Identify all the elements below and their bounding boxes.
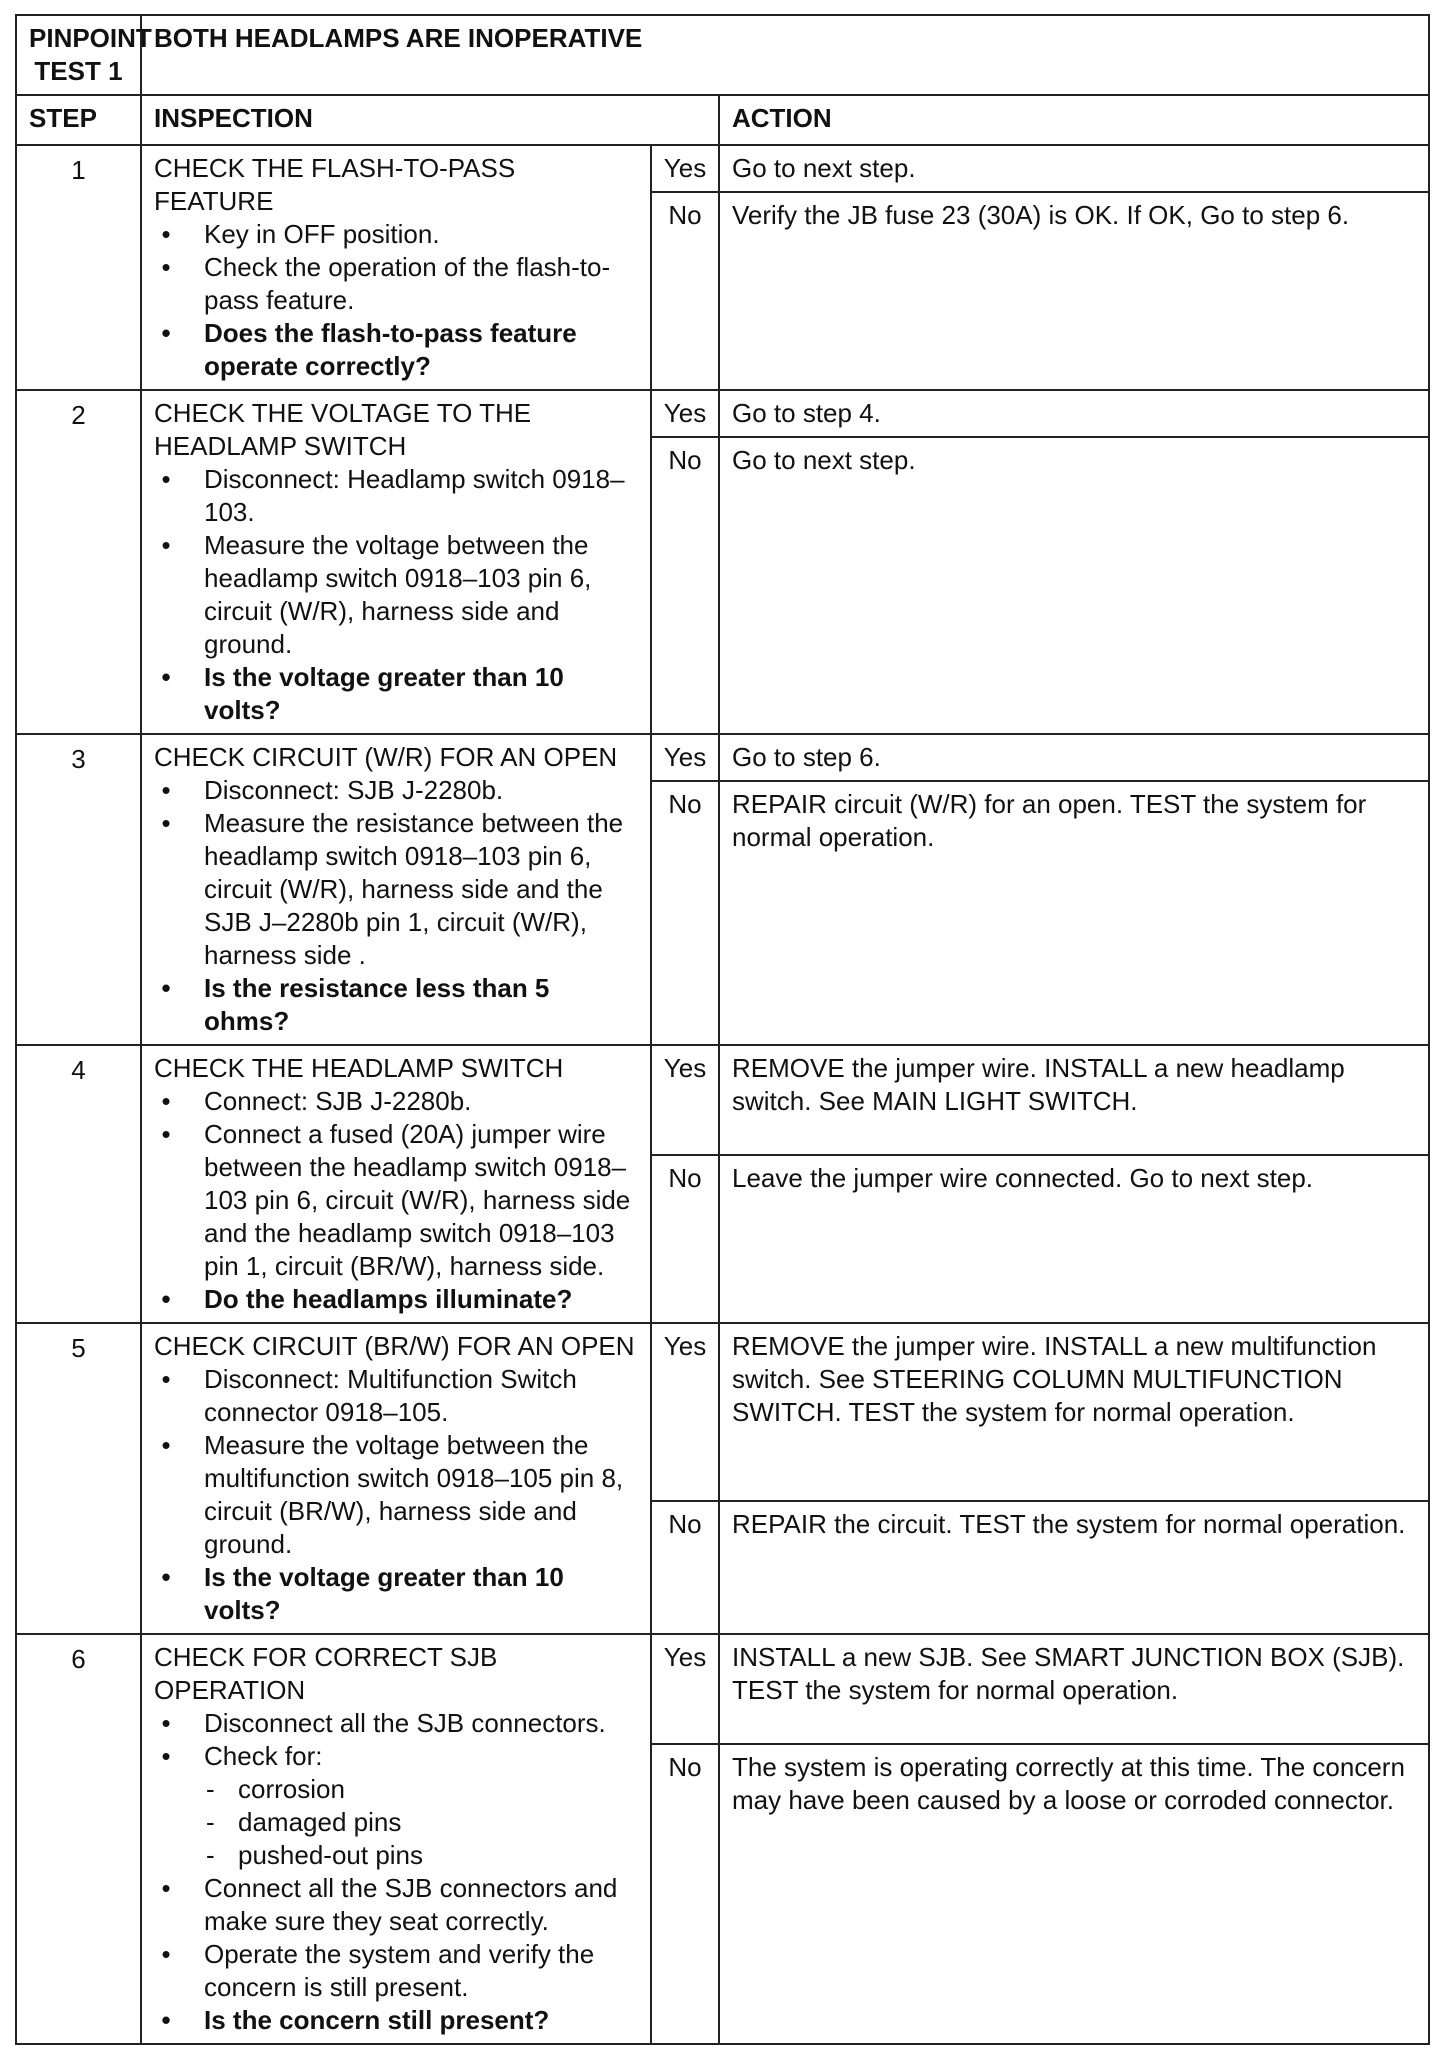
- inspection-title: CHECK FOR CORRECT SJB OPERATION: [154, 1642, 498, 1705]
- check-item: - damaged pins: [238, 1806, 638, 1839]
- inspection-bullet: • Measure the resistance between the headlamp switch 0918–103 pin 6, circuit (W/R), harness side and the SJB J–2280b pin 1, circuit (W/R), harness side .: [190, 807, 638, 972]
- no-action: Leave the jumper wire connected. Go to next step.: [719, 1155, 1429, 1323]
- no-label: No: [651, 192, 719, 390]
- inspection-question: • Is the voltage greater than 10 volts?: [190, 661, 638, 727]
- yes-action: REMOVE the jumper wire. INSTALL a new multifunction switch. See STEERING COLUMN MULTIFUNCTION SWITCH. TEST the system for normal operation.: [719, 1323, 1429, 1501]
- no-action: Verify the JB fuse 23 (30A) is OK. If OK, Go to step 6.: [719, 192, 1429, 390]
- yes-label: Yes: [651, 145, 719, 192]
- no-label: No: [651, 437, 719, 734]
- inspection-question: • Does the flash-to-pass feature operate correctly?: [190, 317, 638, 383]
- step-row: [16, 1323, 1429, 1501]
- pinpoint-test-sheet: [15, 14, 1430, 2035]
- step-number: 1: [16, 145, 141, 390]
- no-label: No: [651, 1155, 719, 1323]
- yes-action: REMOVE the jumper wire. INSTALL a new headlamp switch. See MAIN LIGHT SWITCH.: [719, 1045, 1429, 1155]
- inspection-bullet: • Operate the system and verify the concern is still present.: [190, 1938, 638, 2004]
- inspection-bullet: • Connect all the SJB connectors and make sure they seat correctly.: [190, 1872, 638, 1938]
- yes-action: Go to step 6.: [719, 734, 1429, 781]
- no-label: No: [651, 1501, 719, 1634]
- step-number: 4: [16, 1045, 141, 1323]
- header-inspection: INSPECTION: [141, 95, 719, 145]
- inspection-question: • Is the voltage greater than 10 volts?: [190, 1561, 638, 1627]
- header-row: [16, 95, 1429, 145]
- inspection-question: • Is the concern still present?: [190, 2004, 638, 2037]
- no-action: The system is operating correctly at this time. The concern may have been caused by a loose or corroded connector.: [719, 1744, 1429, 2044]
- no-label: No: [651, 1744, 719, 2044]
- inspection-bullet: • Disconnect: Headlamp switch 0918–103.: [190, 463, 638, 529]
- inspection-bullet-check: [190, 1740, 638, 1872]
- yes-label: Yes: [651, 390, 719, 437]
- yes-action: INSTALL a new SJB. See SMART JUNCTION BOX (SJB). TEST the system for normal operation.: [719, 1634, 1429, 1744]
- inspection-bullet: • Measure the voltage between the multifunction switch 0918–105 pin 8, circuit (BR/W), harness side and ground.: [190, 1429, 638, 1561]
- step-number: 6: [16, 1634, 141, 2044]
- test-title: BOTH HEADLAMPS ARE INOPERATIVE: [141, 15, 1429, 95]
- no-action: Go to next step.: [719, 437, 1429, 734]
- step-row: [16, 734, 1429, 781]
- step-number: 3: [16, 734, 141, 1045]
- step-row: [16, 1045, 1429, 1155]
- check-list: [204, 1773, 638, 1872]
- yes-label: Yes: [651, 734, 719, 781]
- inspection-bullet: • Connect a fused (20A) jumper wire between the headlamp switch 0918–103 pin 6, circuit (W/R), harness side and the headlamp switch 0918–103 pin 1, circuit (BR/W), harness side.: [190, 1118, 638, 1283]
- inspection-title: CHECK CIRCUIT (BR/W) FOR AN OPEN: [154, 1331, 635, 1361]
- inspection-cell: [141, 1045, 651, 1323]
- inspection-cell: [141, 390, 651, 734]
- step-row: [16, 390, 1429, 437]
- inspection-title: CHECK THE VOLTAGE TO THE HEADLAMP SWITCH: [154, 398, 532, 461]
- header-step: STEP: [16, 95, 141, 145]
- no-action: REPAIR the circuit. TEST the system for normal operation.: [719, 1501, 1429, 1634]
- check-item: - corrosion: [238, 1773, 638, 1806]
- step-row: [16, 1634, 1429, 1744]
- inspection-cell: [141, 734, 651, 1045]
- inspection-title: CHECK THE HEADLAMP SWITCH: [154, 1053, 564, 1083]
- inspection-question: • Do the headlamps illuminate?: [190, 1283, 638, 1316]
- inspection-bullet: • Check the operation of the flash-to-pass feature.: [190, 251, 638, 317]
- inspection-title: CHECK THE FLASH-TO-PASS FEATURE: [154, 153, 516, 216]
- no-label: No: [651, 781, 719, 1045]
- yes-action: Go to next step.: [719, 145, 1429, 192]
- yes-action: Go to step 4.: [719, 390, 1429, 437]
- inspection-title: CHECK CIRCUIT (W/R) FOR AN OPEN: [154, 742, 618, 772]
- yes-label: Yes: [651, 1045, 719, 1155]
- inspection-question: • Is the resistance less than 5 ohms?: [190, 972, 638, 1038]
- inspection-bullet: • Measure the voltage between the headlamp switch 0918–103 pin 6, circuit (W/R), harness side and ground.: [190, 529, 638, 661]
- inspection-cell: [141, 145, 651, 390]
- title-row: [16, 15, 1429, 95]
- no-action: REPAIR circuit (W/R) for an open. TEST the system for normal operation.: [719, 781, 1429, 1045]
- inspection-bullet: • Disconnect all the SJB connectors.: [190, 1707, 638, 1740]
- inspection-cell: [141, 1634, 651, 2044]
- inspection-bullet: • Disconnect: Multifunction Switch connector 0918–105.: [190, 1363, 638, 1429]
- check-item: - pushed-out pins: [238, 1839, 638, 1872]
- header-action: ACTION: [719, 95, 1429, 145]
- step-number: 5: [16, 1323, 141, 1634]
- pinpoint-test-table: [15, 14, 1430, 2045]
- test-label: PINPOINT TEST 1: [16, 15, 141, 95]
- inspection-bullet: • Key in OFF position.: [190, 218, 638, 251]
- inspection-cell: [141, 1323, 651, 1634]
- yes-label: Yes: [651, 1634, 719, 1744]
- inspection-bullet: • Connect: SJB J-2280b.: [190, 1085, 638, 1118]
- check-for-label: Check for:: [204, 1741, 323, 1771]
- inspection-bullet: • Disconnect: SJB J-2280b.: [190, 774, 638, 807]
- yes-label: Yes: [651, 1323, 719, 1501]
- step-row: [16, 145, 1429, 192]
- step-number: 2: [16, 390, 141, 734]
